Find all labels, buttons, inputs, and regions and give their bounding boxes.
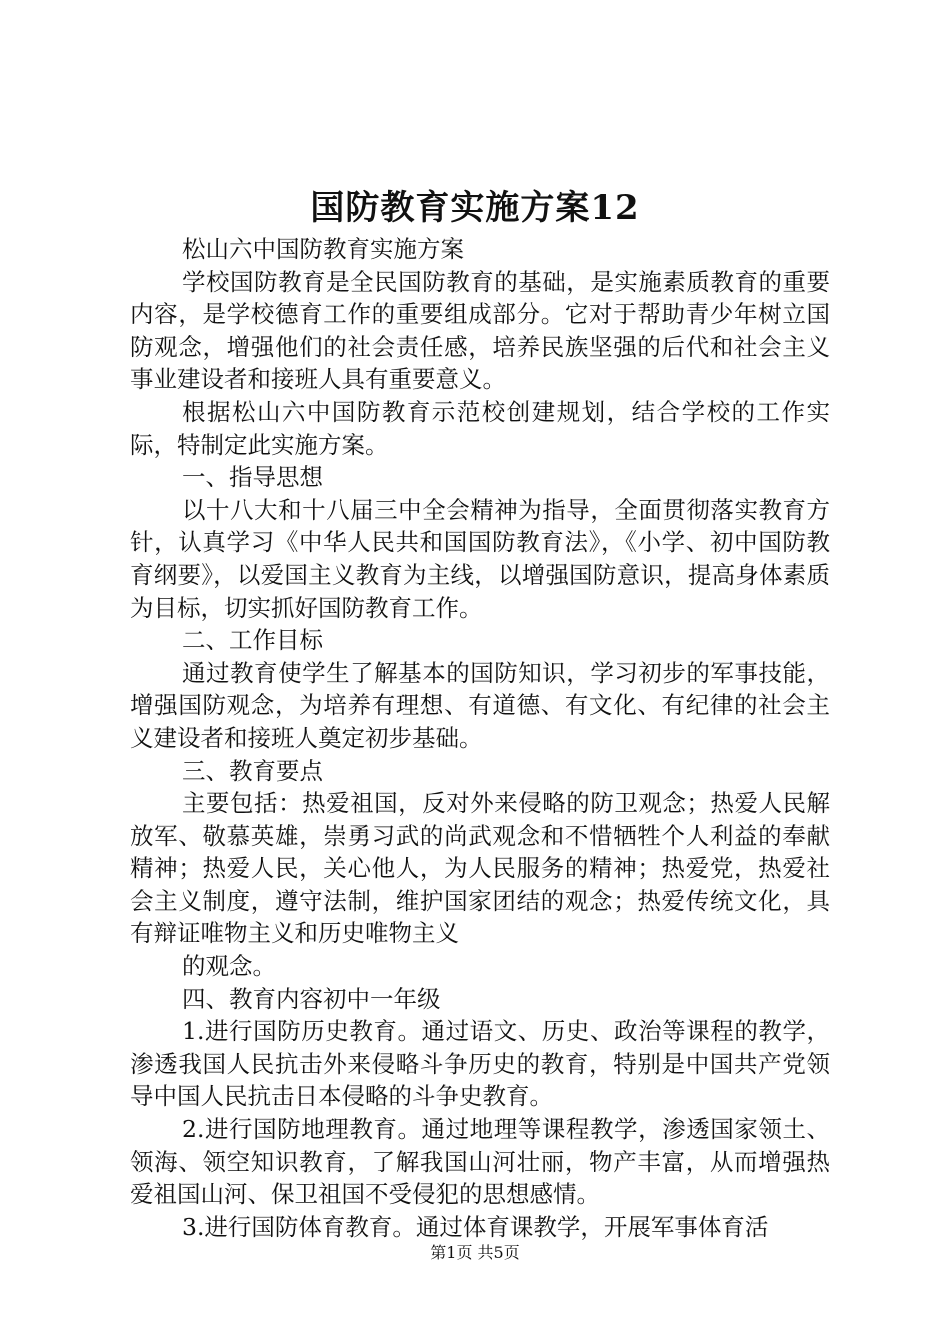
document-body: [130, 233, 830, 1243]
section-heading-education-points: 三、教育要点: [182, 756, 323, 785]
content-item-geography: 2.进行国防地理教育。通过地理等课程教学，渗透国家领土、领海、领空知识教育，了解我国山河壮丽，物产丰富，从而增强热爱祖国山河、保卫祖国不受侵犯的思想感情。: [130, 1115, 830, 1209]
content-item-sports: 3.进行国防体育教育。通过体育课教学，开展军事体育活: [182, 1212, 769, 1241]
guiding-ideology-paragraph: 以十八大和十八届三中全会精神为指导，全面贯彻落实教育方针，认真学习《中华人民共和国国防教育法》，《小学、初中国防教育纲要》，以爱国主义教育为主线，以增强国防意识，提高身体素质为目标，切实抓好国防教育工作。: [130, 495, 830, 622]
section-heading-guiding-ideology: 一、指导思想: [182, 463, 323, 492]
page-footer: 第1页 共5页: [430, 1243, 520, 1262]
content-item-history: 1.进行国防历史教育。通过语文、历史、政治等课程的教学，渗透我国人民抗击外来侵略斗争历史的教育，特别是中国共产党领导中国人民抗击日本侵略的斗争史教育。: [130, 1017, 830, 1111]
basis-paragraph: 根据松山六中国防教育示范校创建规划，结合学校的工作实际，特制定此实施方案。: [130, 397, 830, 459]
section-heading-education-content: 四、教育内容初中一年级: [182, 984, 441, 1013]
education-points-continuation: 的观念。: [182, 952, 276, 981]
work-goals-paragraph: 通过教育使学生了解基本的国防知识，学习初步的军事技能，增强国防观念，为培养有理想、有道德、有文化、有纪律的社会主义建设者和接班人奠定初步基础。: [130, 658, 830, 752]
intro-paragraph: 学校国防教育是全民国防教育的基础，是实施素质教育的重要内容，是学校德育工作的重要组成部分。它对于帮助青少年树立国防观念，增强他们的社会责任感，培养民族坚强的后代和社会主义事业建设者和接班人具有重要意义。: [130, 267, 830, 394]
education-points-paragraph: 主要包括：热爱祖国，反对外来侵略的防卫观念；热爱人民解放军、敬慕英雄，崇勇习武的尚武观念和不惜牺牲个人利益的奉献精神；热爱人民，关心他人，为人民服务的精神；热爱党，热爱社会主义制度，遵守法制，维护国家团结的观念；热爱传统文化，具有辩证唯物主义和历史唯物主义: [130, 789, 830, 948]
document-title: 国防教育实施方案12: [310, 188, 640, 228]
subtitle-paragraph: 松山六中国防教育实施方案: [182, 235, 464, 263]
section-heading-work-goals: 二、工作目标: [182, 626, 323, 655]
